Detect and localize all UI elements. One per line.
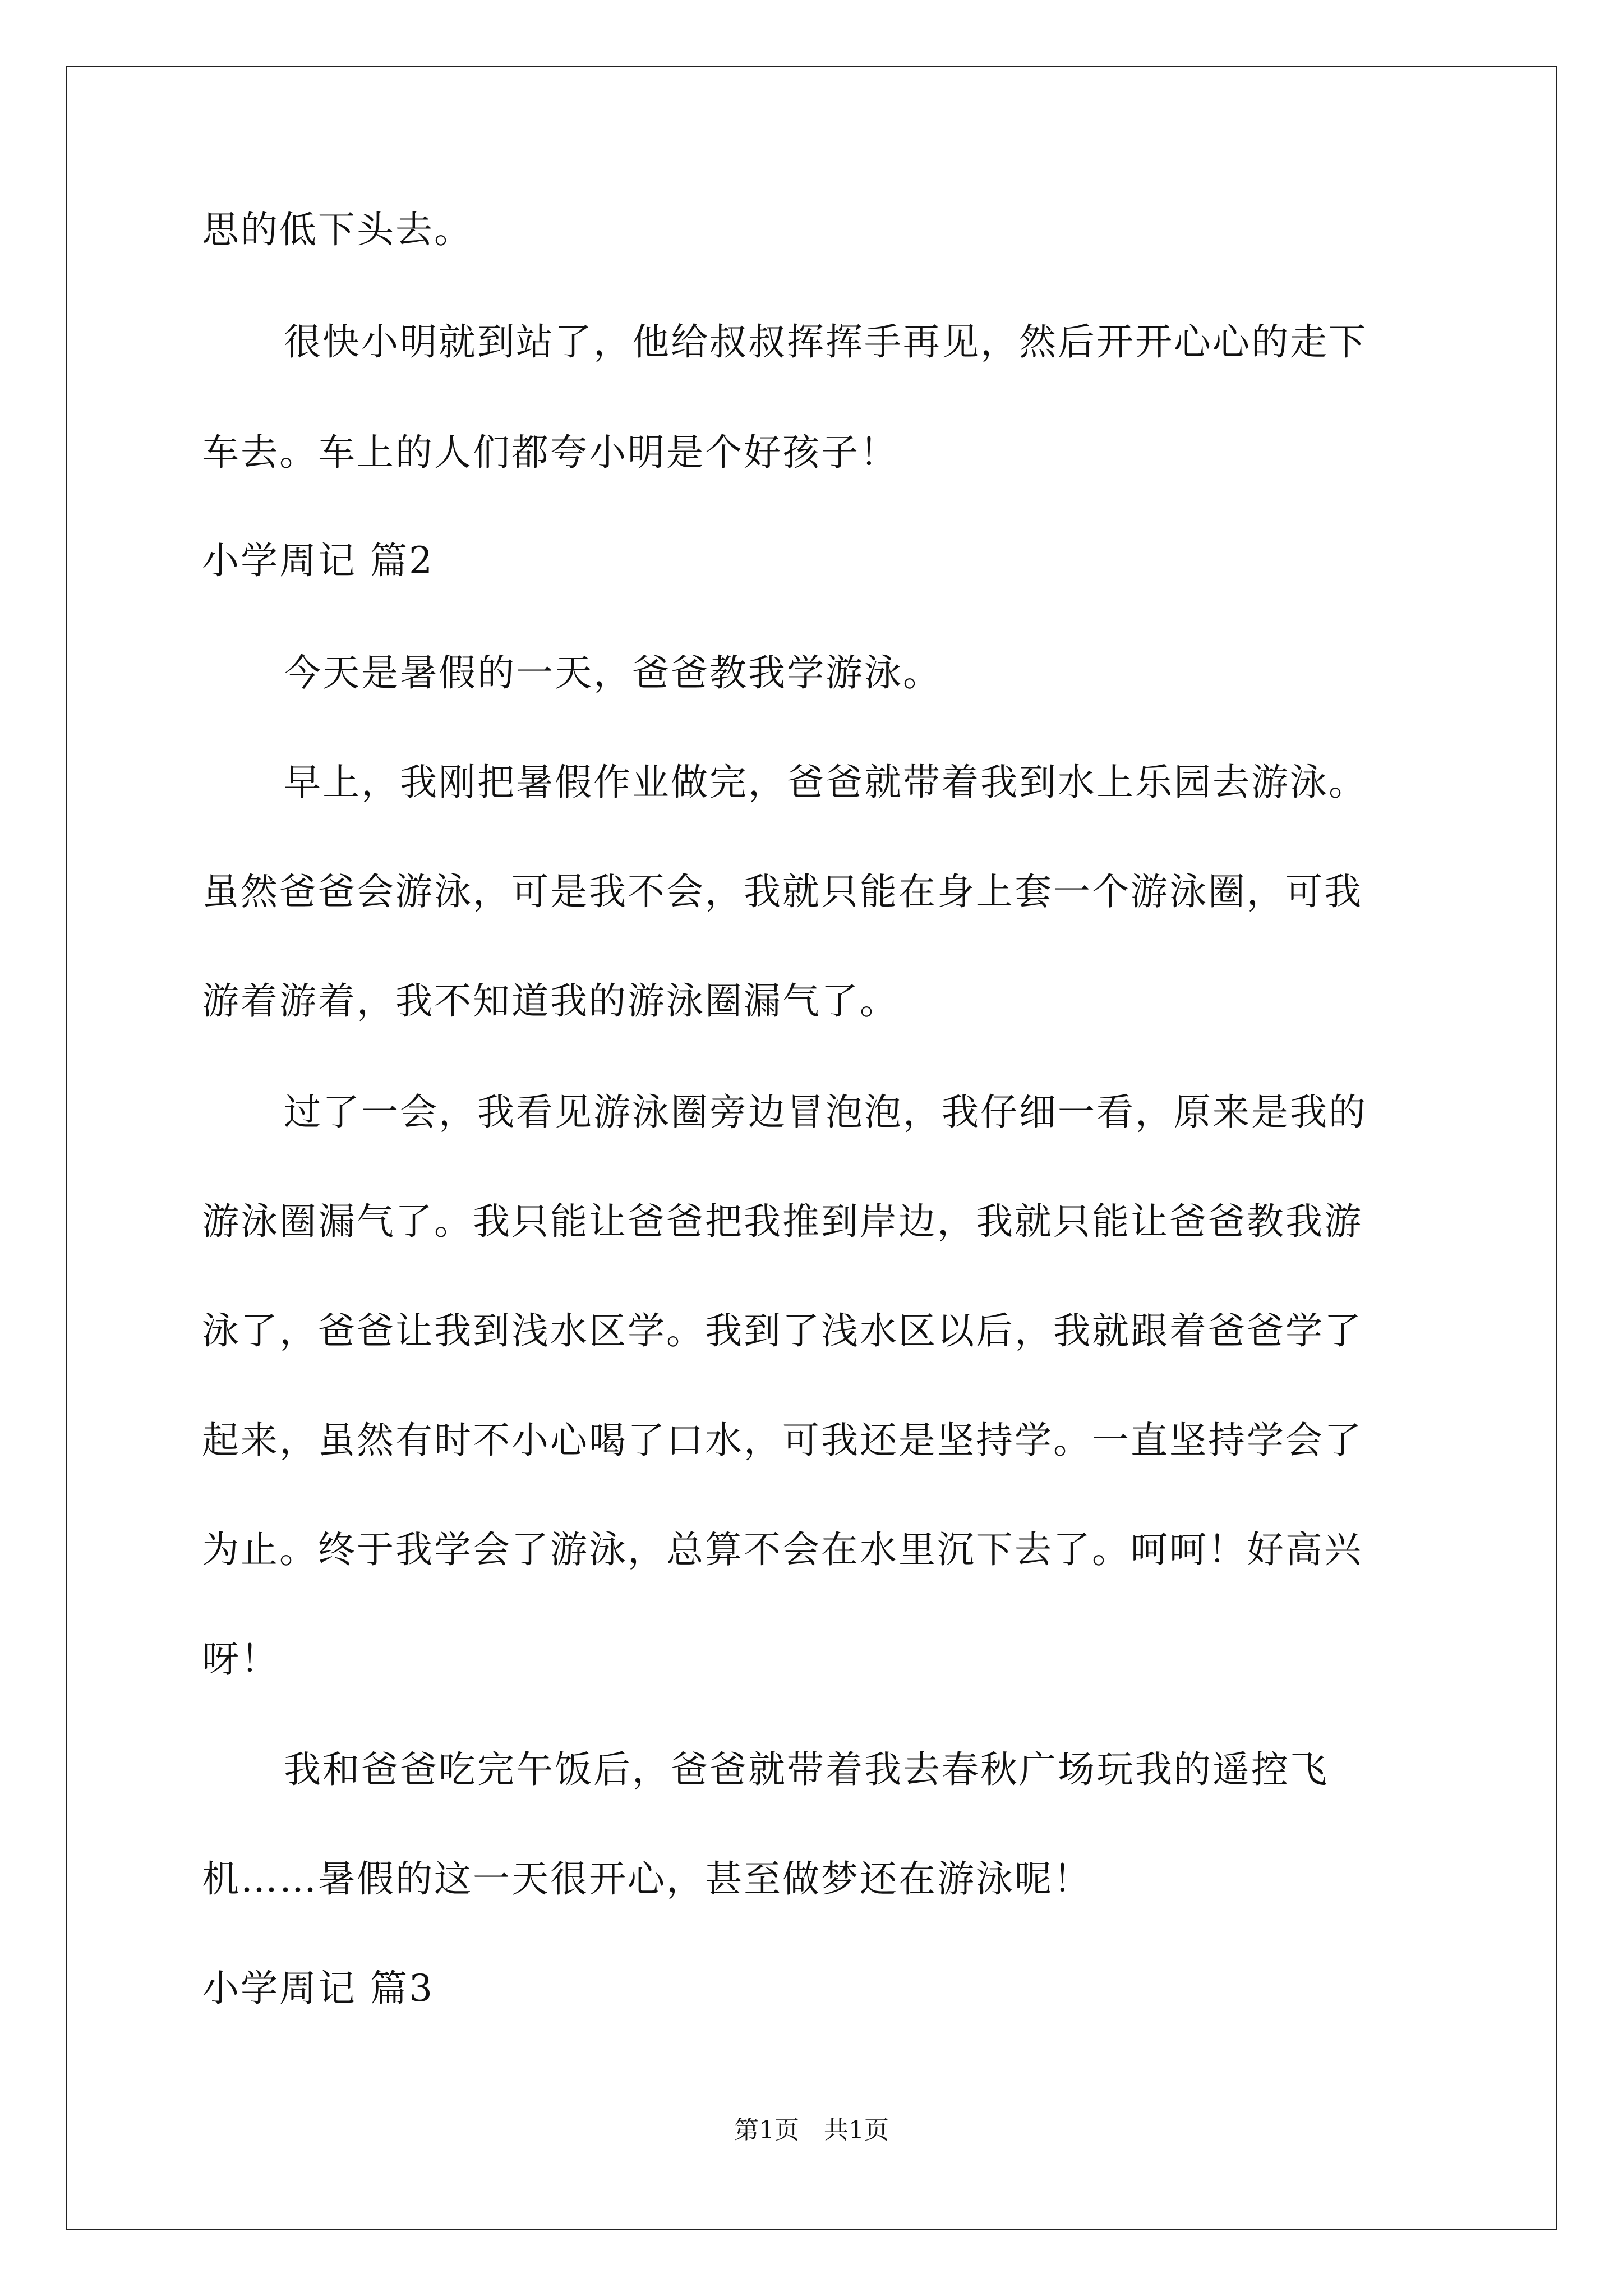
- paragraph-line: 为止。终于我学会了游泳，总算不会在水里沉下去了。呵呵！好高兴: [202, 1528, 1363, 1571]
- paragraph-line: 呀！: [202, 1637, 279, 1681]
- section-heading: 小学周记 篇3: [202, 1967, 434, 2010]
- paragraph-line: 车去。车上的人们都夸小明是个好孩子！: [202, 431, 898, 474]
- paragraph-line: 虽然爸爸会游泳，可是我不会，我就只能在身上套一个游泳圈，可我: [202, 870, 1363, 913]
- paragraph-line: 过了一会，我看见游泳圈旁边冒泡泡，我仔细一看，原来是我的: [284, 1091, 1367, 1134]
- paragraph-line: 泳了，爸爸让我到浅水区学。我到了浅水区以后，我就跟着爸爸学了: [202, 1309, 1363, 1352]
- paragraph-line: 今天是暑假的一天，爸爸教我学游泳。: [284, 651, 942, 694]
- paragraph-line: 起来，虽然有时不小心喝了口水，可我还是坚持学。一直坚持学会了: [202, 1419, 1363, 1462]
- paragraph-line: 机……暑假的这一天很开心，甚至做梦还在游泳呢！: [202, 1857, 1092, 1901]
- page-footer: 第1页 共1页: [734, 2116, 889, 2145]
- section-heading: 小学周记 篇2: [202, 539, 434, 582]
- paragraph-line: 早上，我刚把暑假作业做完，爸爸就带着我到水上乐园去游泳。: [284, 761, 1367, 804]
- paragraph-line: 游泳圈漏气了。我只能让爸爸把我推到岸边，我就只能让爸爸教我游: [202, 1200, 1363, 1243]
- paragraph-line: 思的低下头去。: [202, 208, 473, 251]
- paragraph-line: 游着游着，我不知道我的游泳圈漏气了。: [202, 979, 898, 1023]
- paragraph-line: 很快小明就到站了，他给叔叔挥挥手再见，然后开开心心的走下: [284, 320, 1367, 364]
- paragraph-line: 我和爸爸吃完午饭后，爸爸就带着我去春秋广场玩我的遥控飞: [284, 1748, 1329, 1791]
- page-frame: [66, 66, 1557, 2230]
